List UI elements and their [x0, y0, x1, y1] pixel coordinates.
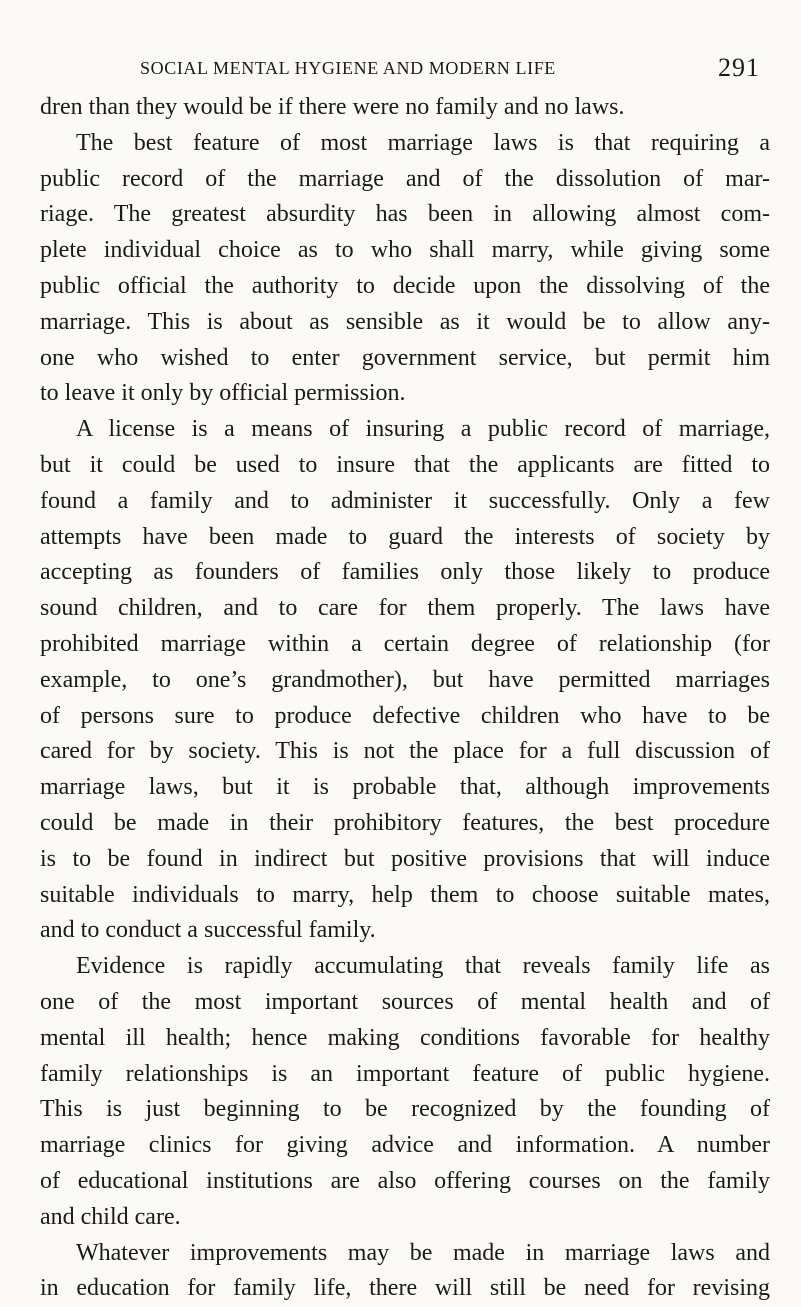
paragraph	[40, 412, 770, 949]
paragraph	[40, 1236, 770, 1307]
text-line: accepting as founders of families only those likely to produce	[40, 555, 770, 591]
text-line: found a family and to administer it successfully. Only a few	[40, 484, 770, 520]
paragraph	[40, 126, 770, 412]
paragraph	[40, 949, 770, 1235]
text-line: attempts have been made to guard the interests of society by	[40, 520, 770, 556]
text-line: and to conduct a successful family.	[40, 913, 770, 949]
text-line: riage. The greatest absurdity has been in allowing almost com-	[40, 197, 770, 233]
text-line: Evidence is rapidly accumulating that reveals family life as	[40, 949, 770, 985]
page-number: 291	[718, 53, 760, 83]
text-line: could be made in their prohibitory features, the best procedure	[40, 806, 770, 842]
text-line: example, to one’s grandmother), but have permitted marriages	[40, 663, 770, 699]
text-line: in education for family life, there will still be need for revising	[40, 1271, 770, 1307]
text-line: Whatever improvements may be made in marriage laws and	[40, 1236, 770, 1272]
text-line: family relationships is an important feature of public hygiene.	[40, 1057, 770, 1093]
text-line: is to be found in indirect but positive provisions that will induce	[40, 842, 770, 878]
text-line: cared for by society. This is not the place for a full discussion of	[40, 734, 770, 770]
text-line: one who wished to enter government service, but permit him	[40, 341, 770, 377]
text-line: one of the most important sources of mental health and of	[40, 985, 770, 1021]
text-line: sound children, and to care for them properly. The laws have	[40, 591, 770, 627]
text-line: public record of the marriage and of the dissolution of mar-	[40, 162, 770, 198]
text-line: to leave it only by official permission.	[40, 376, 770, 412]
text-line: prohibited marriage within a certain degree of relationship (for	[40, 627, 770, 663]
text-line: mental ill health; hence making conditions favorable for healthy	[40, 1021, 770, 1057]
text-line: but it could be used to insure that the applicants are fitted to	[40, 448, 770, 484]
text-line: marriage laws, but it is probable that, although improvements	[40, 770, 770, 806]
text-line: suitable individuals to marry, help them to choose suitable mates,	[40, 878, 770, 914]
text-line: This is just beginning to be recognized by the founding of	[40, 1092, 770, 1128]
text-line: The best feature of most marriage laws is that requiring a	[40, 126, 770, 162]
running-head: SOCIAL MENTAL HYGIENE AND MODERN LIFE	[140, 58, 680, 79]
text-line: plete individual choice as to who shall marry, while giving some	[40, 233, 770, 269]
text-line: and child care.	[40, 1200, 770, 1236]
paragraph	[40, 90, 770, 126]
text-line: of persons sure to produce defective children who have to be	[40, 699, 770, 735]
text-line: A license is a means of insuring a public record of marriage,	[40, 412, 770, 448]
text-line: marriage clinics for giving advice and information. A number	[40, 1128, 770, 1164]
text-line: of educational institutions are also offering courses on the family	[40, 1164, 770, 1200]
body-text	[40, 90, 770, 1307]
text-line: public official the authority to decide upon the dissolving of the	[40, 269, 770, 305]
text-line: dren than they would be if there were no family and no laws.	[40, 90, 770, 126]
text-line: marriage. This is about as sensible as it would be to allow any-	[40, 305, 770, 341]
